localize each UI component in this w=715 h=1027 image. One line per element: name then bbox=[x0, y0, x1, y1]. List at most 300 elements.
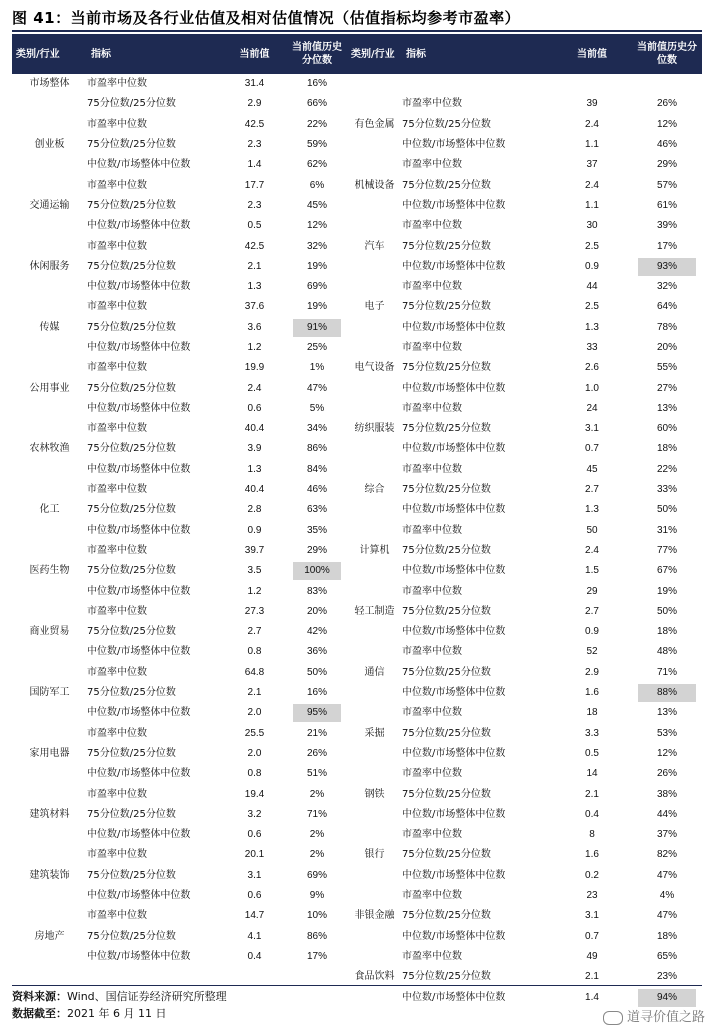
left-category-cell bbox=[12, 338, 87, 358]
left-percentile-cell bbox=[287, 683, 347, 703]
left-percentile-value: 46% bbox=[306, 484, 327, 496]
left-current-cell: 19.4 bbox=[244, 788, 265, 800]
right-category-cell bbox=[347, 764, 402, 784]
right-category-cell bbox=[347, 926, 402, 946]
table-row bbox=[12, 155, 702, 175]
left-category-cell bbox=[12, 886, 87, 906]
left-current-cell: 64.8 bbox=[244, 666, 265, 678]
left-indicator-cell: 市盈率中位数 bbox=[87, 362, 147, 374]
left-indicator-cell: 75分位数/25分位数 bbox=[87, 321, 176, 333]
left-category-cell bbox=[12, 724, 87, 744]
right-indicator-cell: 75分位数/25分位数 bbox=[402, 362, 491, 374]
left-percentile-value: 21% bbox=[306, 727, 327, 739]
right-current-cell: 2.4 bbox=[585, 118, 599, 130]
right-category-cell bbox=[347, 94, 402, 114]
left-indicator-cell: 市盈率中位数 bbox=[87, 301, 147, 313]
left-category-cell bbox=[12, 642, 87, 662]
right-category-cell bbox=[347, 399, 402, 419]
left-percentile-cell bbox=[287, 947, 347, 967]
left-indicator-cell: 中位数/市场整体中位数 bbox=[87, 342, 191, 353]
left-percentile-cell bbox=[287, 744, 347, 764]
right-category-cell bbox=[347, 642, 402, 662]
left-category-cell: 交通运输 bbox=[29, 199, 70, 211]
left-percentile-cell bbox=[287, 419, 347, 439]
left-percentile-cell bbox=[287, 399, 347, 419]
right-percentile-cell bbox=[632, 845, 702, 865]
left-category-cell: 国防军工 bbox=[29, 687, 70, 699]
left-percentile-cell bbox=[287, 297, 347, 317]
left-percentile-value: 34% bbox=[306, 423, 327, 435]
right-indicator-cell: 中位数/市场整体中位数 bbox=[402, 260, 506, 272]
left-indicator-cell: 中位数/市场整体中位数 bbox=[87, 220, 191, 232]
table-row bbox=[12, 297, 702, 317]
table-row bbox=[12, 500, 702, 520]
right-category-cell bbox=[347, 74, 402, 94]
right-indicator-cell: 市盈率中位数 bbox=[402, 159, 462, 171]
right-category-cell: 轻工制造 bbox=[354, 605, 395, 617]
left-indicator-cell: 75分位数/25分位数 bbox=[87, 687, 176, 699]
left-percentile-value: 42% bbox=[306, 626, 327, 638]
left-indicator-cell: 市盈率中位数 bbox=[87, 544, 147, 556]
right-indicator-cell: 市盈率中位数 bbox=[402, 342, 462, 353]
right-current-cell: 33 bbox=[586, 342, 598, 353]
left-percentile-cell bbox=[287, 480, 347, 500]
left-category-cell: 化工 bbox=[39, 504, 60, 516]
right-indicator-cell: 75分位数/25分位数 bbox=[402, 788, 491, 800]
left-percentile-cell bbox=[287, 784, 347, 804]
right-category-cell: 钢铁 bbox=[364, 788, 385, 800]
right-percentile-value: 13% bbox=[656, 402, 677, 414]
right-current-cell: 2.7 bbox=[585, 605, 599, 617]
right-category-cell: 电子 bbox=[364, 301, 385, 313]
right-indicator-cell: 中位数/市场整体中位数 bbox=[402, 869, 506, 881]
right-percentile-value: 64% bbox=[656, 301, 677, 313]
table-row bbox=[12, 94, 702, 114]
left-indicator-cell: 75分位数/25分位数 bbox=[87, 930, 176, 942]
left-percentile-value: 35% bbox=[306, 524, 327, 536]
right-indicator-cell: 75分位数/25分位数 bbox=[402, 666, 491, 678]
right-current-cell: 2.1 bbox=[585, 971, 599, 983]
right-current-cell: 30 bbox=[586, 220, 598, 232]
right-percentile-value: 18% bbox=[656, 443, 677, 455]
right-indicator-cell: 75分位数/25分位数 bbox=[402, 118, 491, 130]
right-current-cell: 3.3 bbox=[585, 727, 599, 739]
right-indicator-cell: 市盈率中位数 bbox=[402, 98, 462, 110]
table-row bbox=[12, 338, 702, 358]
table-row bbox=[12, 886, 702, 906]
right-percentile-cell bbox=[632, 277, 702, 297]
left-percentile-value: 86% bbox=[306, 930, 327, 942]
right-current-cell: 0.2 bbox=[585, 869, 599, 881]
left-percentile-cell bbox=[287, 926, 347, 946]
right-current-cell: 29 bbox=[586, 585, 598, 597]
right-category-cell bbox=[347, 338, 402, 358]
right-indicator-cell: 75分位数/25分位数 bbox=[402, 910, 491, 922]
table-row bbox=[12, 845, 702, 865]
left-percentile-cell bbox=[287, 764, 347, 784]
left-current-cell: 40.4 bbox=[244, 423, 265, 435]
bottom-rule bbox=[12, 985, 702, 986]
right-category-cell bbox=[347, 257, 402, 277]
table-row bbox=[12, 419, 702, 439]
right-percentile-cell bbox=[632, 947, 702, 967]
right-current-cell: 1.5 bbox=[585, 565, 599, 577]
right-indicator-cell: 75分位数/25分位数 bbox=[402, 727, 491, 739]
left-percentile-value: 2% bbox=[309, 829, 325, 841]
right-indicator-cell: 75分位数/25分位数 bbox=[402, 849, 491, 861]
table-row bbox=[12, 135, 702, 155]
left-category-cell: 市场整体 bbox=[29, 78, 70, 90]
left-current-cell: 2.0 bbox=[247, 747, 262, 759]
right-percentile-cell bbox=[632, 135, 702, 155]
right-current-cell: 0.9 bbox=[585, 260, 599, 272]
left-current-cell: 4.1 bbox=[247, 930, 262, 942]
right-indicator-cell: 市盈率中位数 bbox=[402, 829, 462, 841]
left-current-cell: 37.6 bbox=[244, 301, 265, 313]
left-percentile-value: 16% bbox=[306, 687, 327, 699]
left-current-cell: 1.2 bbox=[247, 585, 262, 597]
table-row bbox=[12, 784, 702, 804]
left-current-cell: 40.4 bbox=[244, 484, 265, 496]
left-indicator-cell: 中位数/市场整体中位数 bbox=[87, 768, 191, 780]
left-indicator-cell: 市盈率中位数 bbox=[87, 666, 147, 678]
right-indicator-cell: 中位数/市场整体中位数 bbox=[402, 443, 506, 455]
left-current-cell: 25.5 bbox=[244, 727, 265, 739]
right-indicator-cell: 中位数/市场整体中位数 bbox=[402, 382, 506, 394]
right-percentile-cell bbox=[632, 236, 702, 256]
right-percentile-value: 19% bbox=[656, 585, 677, 597]
right-indicator-cell: 中位数/市场整体中位数 bbox=[402, 565, 506, 577]
left-indicator-cell: 中位数/市场整体中位数 bbox=[87, 281, 191, 293]
right-percentile-cell bbox=[632, 439, 702, 459]
right-category-cell bbox=[347, 866, 402, 886]
left-category-cell bbox=[12, 845, 87, 865]
right-current-cell: 2.7 bbox=[585, 484, 599, 496]
left-indicator-cell: 75分位数/25分位数 bbox=[87, 260, 176, 272]
right-indicator-cell: 市盈率中位数 bbox=[402, 707, 462, 719]
right-category-cell: 有色金属 bbox=[354, 118, 395, 130]
left-percentile-cell bbox=[287, 236, 347, 256]
source-label: 资料来源： bbox=[12, 990, 67, 1003]
left-category-cell bbox=[12, 358, 87, 378]
header-current-right: 当前值 bbox=[552, 34, 632, 74]
right-percentile-cell bbox=[632, 399, 702, 419]
right-percentile-cell bbox=[632, 663, 702, 683]
right-percentile-value: 38% bbox=[656, 788, 677, 800]
right-percentile-cell bbox=[632, 764, 702, 784]
left-current-cell: 14.7 bbox=[244, 910, 265, 922]
left-indicator-cell: 中位数/市场整体中位数 bbox=[87, 707, 191, 719]
left-percentile-value: 16% bbox=[306, 78, 327, 90]
right-percentile-cell bbox=[632, 805, 702, 825]
left-percentile-cell bbox=[287, 196, 347, 216]
table-row bbox=[12, 318, 702, 338]
left-percentile-cell bbox=[287, 561, 347, 581]
left-current-cell: 2.3 bbox=[247, 139, 262, 151]
left-percentile-cell bbox=[287, 358, 347, 378]
right-percentile-cell bbox=[632, 216, 702, 236]
left-percentile-cell bbox=[287, 94, 347, 114]
left-percentile-value: 19% bbox=[306, 260, 327, 272]
left-percentile-value: 71% bbox=[306, 808, 327, 820]
left-current-cell: 1.3 bbox=[247, 463, 262, 475]
right-indicator-cell bbox=[402, 74, 552, 94]
right-indicator-cell: 市盈率中位数 bbox=[402, 463, 462, 475]
right-percentile-value: 32% bbox=[656, 281, 677, 293]
left-percentile-value: 86% bbox=[306, 443, 327, 455]
left-current-cell: 1.3 bbox=[247, 281, 262, 293]
left-indicator-cell: 市盈率中位数 bbox=[87, 605, 147, 617]
right-current-cell: 1.0 bbox=[585, 382, 599, 394]
right-percentile-value: 44% bbox=[656, 808, 677, 820]
table-row bbox=[12, 277, 702, 297]
right-current-cell: 1.1 bbox=[585, 139, 599, 151]
right-current-cell: 2.9 bbox=[585, 666, 599, 678]
table-row bbox=[12, 622, 702, 642]
left-category-cell bbox=[12, 784, 87, 804]
left-current-cell: 3.1 bbox=[247, 869, 262, 881]
left-current-cell: 3.6 bbox=[247, 321, 262, 333]
right-percentile-value: 18% bbox=[656, 626, 677, 638]
left-current-cell: 0.6 bbox=[247, 829, 262, 841]
left-category-cell bbox=[12, 460, 87, 480]
right-current-cell: 8 bbox=[589, 829, 595, 841]
right-percentile-cell bbox=[632, 378, 702, 398]
right-percentile-cell bbox=[632, 906, 702, 926]
left-indicator-cell: 中位数/市场整体中位数 bbox=[87, 159, 191, 171]
right-current-cell: 1.4 bbox=[585, 991, 599, 1003]
left-percentile-value: 84% bbox=[306, 463, 327, 475]
table-body bbox=[12, 74, 702, 1008]
right-category-cell bbox=[347, 886, 402, 906]
right-percentile-cell bbox=[632, 622, 702, 642]
right-category-cell bbox=[347, 987, 402, 1007]
left-current-cell: 0.9 bbox=[247, 524, 262, 536]
right-category-cell bbox=[347, 622, 402, 642]
left-current-cell: 2.8 bbox=[247, 504, 262, 516]
right-current-cell: 0.9 bbox=[585, 626, 599, 638]
right-percentile-cell bbox=[632, 175, 702, 195]
left-percentile-value: 5% bbox=[309, 402, 325, 414]
table-header-row bbox=[12, 34, 702, 74]
left-current-cell: 39.7 bbox=[244, 544, 265, 556]
title-rule bbox=[12, 30, 702, 32]
right-percentile-cell bbox=[632, 784, 702, 804]
right-percentile-value: 88% bbox=[638, 684, 696, 702]
table-row bbox=[12, 175, 702, 195]
header-category: 类别/行业 bbox=[12, 34, 87, 74]
table-row bbox=[12, 581, 702, 601]
left-indicator-cell: 市盈率中位数 bbox=[87, 423, 147, 435]
right-indicator-cell: 中位数/市场整体中位数 bbox=[402, 626, 506, 638]
left-percentile-value: 22% bbox=[306, 118, 327, 130]
left-percentile-value: 83% bbox=[306, 585, 327, 597]
right-current-cell: 1.6 bbox=[585, 687, 599, 699]
left-current-cell: 42.5 bbox=[244, 240, 265, 252]
right-percentile-cell bbox=[632, 521, 702, 541]
left-category-cell bbox=[12, 419, 87, 439]
right-indicator-cell: 75分位数/25分位数 bbox=[402, 544, 491, 556]
left-percentile-cell bbox=[287, 663, 347, 683]
right-current-cell: 2.4 bbox=[585, 179, 599, 191]
right-percentile-cell bbox=[632, 338, 702, 358]
right-percentile-value: 78% bbox=[656, 321, 677, 333]
right-indicator-cell: 中位数/市场整体中位数 bbox=[402, 504, 506, 516]
right-current-cell: 1.1 bbox=[585, 199, 599, 211]
table-row bbox=[12, 602, 702, 622]
table-row bbox=[12, 196, 702, 216]
date-text: 2021 年 6 月 11 日 bbox=[67, 1007, 167, 1020]
table-row bbox=[12, 866, 702, 886]
header-percentile-right: 当前值历史分位数 bbox=[632, 34, 702, 74]
left-current-cell: 42.5 bbox=[244, 118, 265, 130]
valuation-table bbox=[12, 34, 702, 1008]
header-indicator: 指标 bbox=[87, 34, 222, 74]
right-percentile-value: 22% bbox=[656, 463, 677, 475]
header-category-right: 类别/行业 bbox=[347, 34, 402, 74]
left-percentile-value: 50% bbox=[306, 666, 327, 678]
right-percentile-value: 47% bbox=[656, 869, 677, 881]
right-percentile-cell bbox=[632, 703, 702, 723]
left-indicator-cell: 75分位数/25分位数 bbox=[87, 443, 176, 455]
left-current-cell: 31.4 bbox=[244, 78, 265, 90]
right-indicator-cell: 中位数/市场整体中位数 bbox=[402, 139, 506, 151]
right-percentile-value: 61% bbox=[656, 199, 677, 211]
right-category-cell: 机械设备 bbox=[354, 179, 395, 191]
right-percentile-value: 82% bbox=[656, 849, 677, 861]
left-current-cell: 0.5 bbox=[247, 220, 262, 232]
left-percentile-cell bbox=[287, 155, 347, 175]
right-current-cell: 0.7 bbox=[585, 930, 599, 942]
right-percentile-cell bbox=[632, 297, 702, 317]
right-percentile-value: 27% bbox=[656, 382, 677, 394]
left-category-cell bbox=[12, 947, 87, 967]
left-category-cell: 传媒 bbox=[39, 321, 60, 333]
right-category-cell bbox=[347, 196, 402, 216]
right-current-cell: 0.4 bbox=[585, 808, 599, 820]
right-percentile-cell bbox=[632, 581, 702, 601]
right-category-cell bbox=[347, 521, 402, 541]
right-category-cell: 计算机 bbox=[359, 544, 390, 556]
left-category-cell bbox=[12, 581, 87, 601]
left-indicator-cell: 市盈率中位数 bbox=[87, 788, 147, 800]
table-row bbox=[12, 460, 702, 480]
left-category-cell bbox=[12, 480, 87, 500]
right-category-cell bbox=[347, 744, 402, 764]
right-indicator-cell: 中位数/市场整体中位数 bbox=[402, 930, 506, 942]
left-current-cell: 2.3 bbox=[247, 199, 262, 211]
left-indicator-cell: 75分位数/25分位数 bbox=[87, 626, 176, 638]
left-category-cell: 房地产 bbox=[34, 930, 65, 942]
right-percentile-value: 47% bbox=[656, 910, 677, 922]
left-percentile-value: 69% bbox=[306, 869, 327, 881]
left-percentile-cell bbox=[287, 703, 347, 723]
left-percentile-value: 29% bbox=[306, 544, 327, 556]
right-category-cell: 非银金融 bbox=[354, 910, 395, 922]
left-category-cell: 农林牧渔 bbox=[29, 443, 70, 455]
right-percentile-value: 65% bbox=[656, 950, 677, 962]
right-percentile-cell bbox=[632, 318, 702, 338]
left-category-cell bbox=[12, 236, 87, 256]
left-percentile-cell bbox=[287, 439, 347, 459]
left-indicator-cell: 市盈率中位数 bbox=[87, 849, 147, 861]
left-percentile-value: 2% bbox=[309, 849, 325, 861]
right-indicator-cell: 市盈率中位数 bbox=[402, 585, 462, 597]
table-row bbox=[12, 439, 702, 459]
left-category-cell bbox=[12, 94, 87, 114]
left-percentile-value: 36% bbox=[306, 646, 327, 658]
left-percentile-value: 63% bbox=[306, 504, 327, 516]
right-percentile-cell bbox=[632, 257, 702, 277]
right-percentile-cell bbox=[632, 94, 702, 114]
left-current-cell: 0.4 bbox=[247, 950, 262, 962]
left-percentile-cell bbox=[287, 886, 347, 906]
table-row bbox=[12, 257, 702, 277]
date-note bbox=[12, 1006, 166, 1022]
right-current-cell: 2.4 bbox=[585, 544, 599, 556]
right-current-cell: 2.6 bbox=[585, 362, 599, 374]
right-percentile-cell bbox=[632, 602, 702, 622]
left-percentile-cell bbox=[287, 724, 347, 744]
left-percentile-cell bbox=[287, 216, 347, 236]
right-percentile-cell bbox=[632, 115, 702, 135]
left-category-cell: 公用事业 bbox=[29, 382, 70, 394]
left-percentile-value: 91% bbox=[293, 319, 341, 337]
right-percentile-cell bbox=[632, 358, 702, 378]
right-percentile-value: 57% bbox=[656, 179, 677, 191]
right-percentile-value: 20% bbox=[656, 342, 677, 353]
left-percentile-cell bbox=[287, 338, 347, 358]
table-row bbox=[12, 926, 702, 946]
left-current-cell: 0.8 bbox=[247, 768, 262, 780]
left-current-cell: 3.5 bbox=[247, 565, 262, 577]
left-current-cell: 1.4 bbox=[247, 159, 262, 171]
right-percentile-value: 13% bbox=[656, 707, 677, 719]
right-percentile-value: 93% bbox=[638, 258, 696, 276]
left-percentile-cell bbox=[287, 602, 347, 622]
source-text: Wind、国信证券经济研究所整理 bbox=[67, 990, 227, 1003]
right-indicator-cell: 市盈率中位数 bbox=[402, 646, 462, 658]
right-indicator-cell: 75分位数/25分位数 bbox=[402, 484, 491, 496]
left-percentile-cell bbox=[287, 460, 347, 480]
right-current-cell: 3.1 bbox=[585, 910, 599, 922]
left-percentile-cell bbox=[287, 74, 347, 94]
table-row bbox=[12, 947, 702, 967]
right-category-cell bbox=[347, 378, 402, 398]
right-percentile-cell bbox=[632, 987, 702, 1007]
left-category-cell bbox=[12, 825, 87, 845]
watermark bbox=[603, 1006, 705, 1025]
left-current-cell: 1.2 bbox=[247, 342, 262, 353]
right-current-cell: 0.7 bbox=[585, 443, 599, 455]
right-category-cell bbox=[347, 581, 402, 601]
right-indicator-cell: 中位数/市场整体中位数 bbox=[402, 991, 506, 1003]
right-category-cell bbox=[347, 500, 402, 520]
right-category-cell: 综合 bbox=[364, 484, 385, 496]
left-percentile-cell bbox=[287, 135, 347, 155]
right-category-cell: 银行 bbox=[364, 849, 385, 861]
right-percentile-value: 46% bbox=[656, 139, 677, 151]
right-percentile-value: 33% bbox=[656, 484, 677, 496]
left-percentile-cell bbox=[287, 906, 347, 926]
right-indicator-cell: 75分位数/25分位数 bbox=[402, 240, 491, 252]
left-percentile-value: 12% bbox=[306, 220, 327, 232]
right-current-cell: 18 bbox=[586, 707, 598, 719]
left-current-cell: 2.0 bbox=[247, 707, 262, 719]
right-category-cell: 食品饮料 bbox=[354, 971, 395, 983]
right-current-cell: 39 bbox=[586, 98, 598, 110]
left-current-cell: 2.4 bbox=[247, 382, 262, 394]
